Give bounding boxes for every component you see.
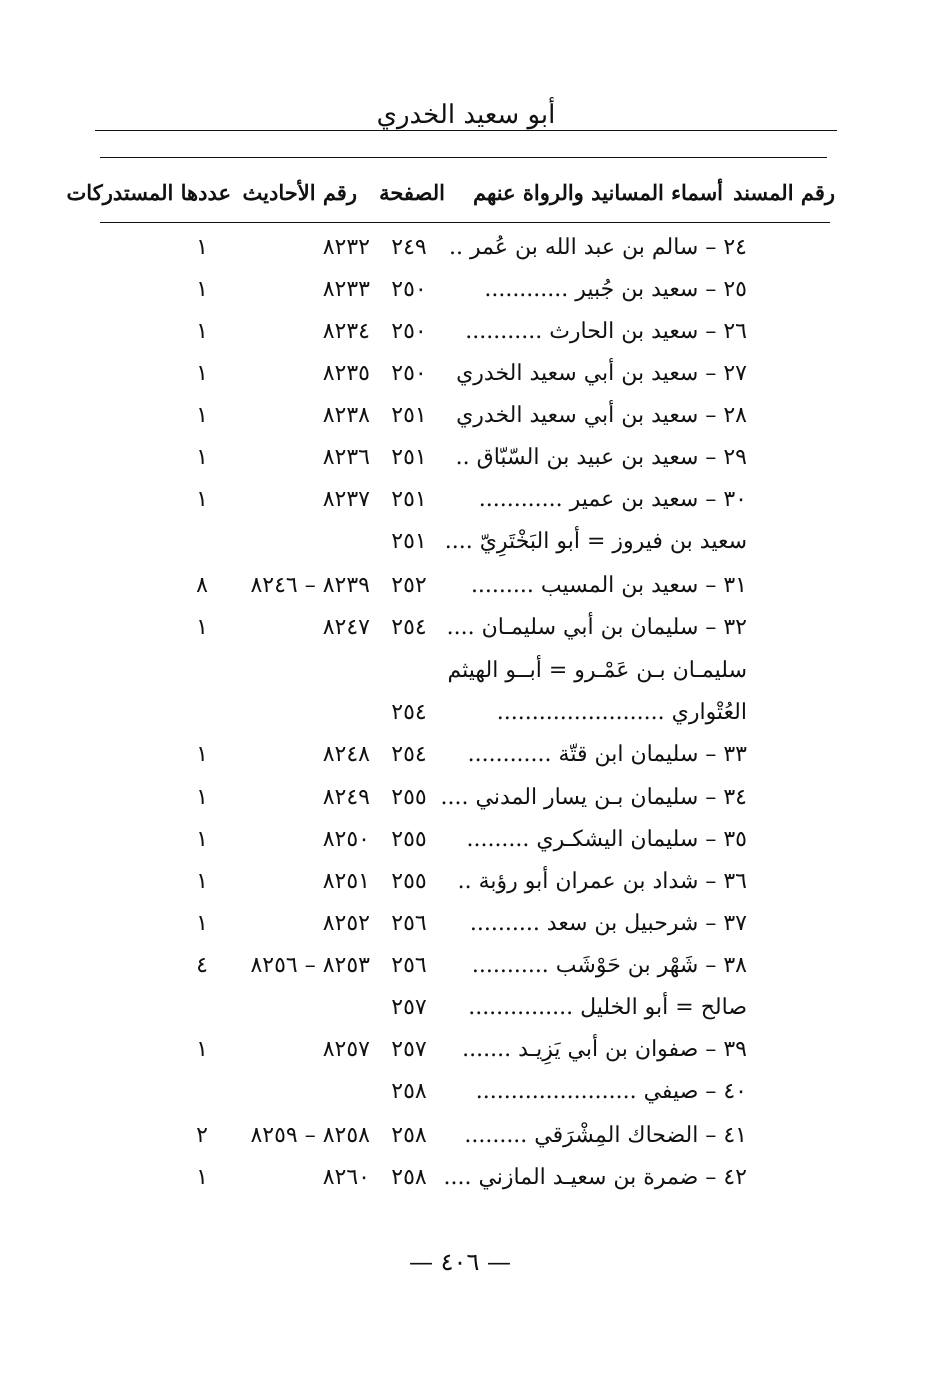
row-page: ٢٥٨	[391, 1165, 427, 1190]
row-page: ٢٥٥	[391, 827, 427, 852]
row-count: ٨	[196, 573, 208, 598]
row-page: ٢٥٠	[391, 319, 427, 344]
table-row	[0, 529, 945, 569]
table-row	[0, 700, 945, 740]
row-hadith: ٨٢٣٢	[322, 235, 370, 260]
row-page: ٢٥٤	[391, 700, 427, 725]
row-page: ٢٥٧	[391, 995, 427, 1020]
row-count: ١	[196, 869, 208, 894]
table-row	[0, 615, 945, 655]
row-hadith: ٨٢٤٧	[322, 615, 370, 640]
row-hadith: ٨٢٦٠	[322, 1165, 370, 1190]
table-header-rule	[100, 222, 830, 223]
row-hadith: ٨٢٣٤	[322, 319, 370, 344]
row-hadith: ٨٢٣٦	[322, 445, 370, 470]
row-name: ٣١ – سعيد بن المسيب .........	[470, 573, 747, 598]
table-row	[0, 827, 945, 867]
row-page: ٢٥١	[391, 487, 427, 512]
row-page: ٢٥٤	[391, 742, 427, 767]
table-row	[0, 403, 945, 443]
table-row	[0, 1165, 945, 1205]
row-name: ٣٨ – شَهْر بن حَوْشَب ...........	[471, 953, 747, 978]
table-row	[0, 658, 945, 698]
table-row	[0, 573, 945, 613]
row-count: ١	[196, 277, 208, 302]
row-name: ٢٨ – سعيد بن أبي سعيد الخدري	[456, 403, 747, 428]
row-name: ٣٢ – سليمان بن أبي سليمـان ....	[446, 615, 747, 640]
row-hadith: ٨٢٤٩	[322, 785, 370, 810]
table-row	[0, 953, 945, 993]
table-top-rule	[100, 157, 827, 158]
row-name: العُتْواري ........................	[496, 700, 747, 725]
row-page: ٢٥٤	[391, 615, 427, 640]
table-row	[0, 445, 945, 485]
row-name: ٢٤ – سالم بن عبد الله بن عُمر ..	[449, 235, 747, 260]
row-page: ٢٥٢	[391, 573, 427, 598]
column-header-hadith: رقم الأحاديث	[242, 180, 357, 205]
row-page: ٢٥٧	[391, 1037, 427, 1062]
row-count: ٢	[196, 1123, 208, 1148]
row-page: ٢٥٨	[391, 1079, 427, 1104]
row-hadith: ٨٢٥٨ – ٨٢٥٩	[250, 1123, 370, 1148]
row-name: ٢٥ – سعيد بن جُبير ............	[484, 277, 747, 302]
column-header-page: الصفحة	[379, 180, 445, 205]
table-row	[0, 1079, 945, 1119]
row-count: ١	[196, 615, 208, 640]
column-header-number: رقم المسند	[733, 180, 835, 205]
row-hadith: ٨٢٣٩ – ٨٢٤٦	[250, 573, 370, 598]
table-row	[0, 235, 945, 275]
row-hadith: ٨٢٣٧	[322, 487, 370, 512]
row-count: ١	[196, 911, 208, 936]
row-page: ٢٥٦	[391, 911, 427, 936]
table-row	[0, 1037, 945, 1077]
row-page: ٢٥٨	[391, 1123, 427, 1148]
row-count: ١	[196, 742, 208, 767]
row-hadith: ٨٢٥٣ – ٨٢٥٦	[250, 953, 370, 978]
row-name: ٣٩ – صفوان بن أبي يَزِيـد .......	[462, 1037, 747, 1062]
table-row	[0, 785, 945, 825]
row-name: ٤٢ – ضمرة بن سعيـد المازني ....	[443, 1165, 747, 1190]
row-count: ١	[196, 361, 208, 386]
row-page: ٢٥٠	[391, 361, 427, 386]
row-count: ١	[196, 1037, 208, 1062]
row-count: ١	[196, 827, 208, 852]
table-row	[0, 277, 945, 317]
table-row	[0, 911, 945, 951]
row-name: ٣٥ – سليمان اليشكـري .........	[466, 827, 747, 852]
row-name: ٣٧ – شرحبيل بن سعد ..........	[469, 911, 747, 936]
table-row	[0, 742, 945, 782]
row-count: ١	[196, 1165, 208, 1190]
row-page: ٢٥٠	[391, 277, 427, 302]
header-rule	[95, 130, 837, 131]
row-page: ٢٥٦	[391, 953, 427, 978]
row-page: ٢٥٥	[391, 785, 427, 810]
row-page: ٢٥١	[391, 529, 427, 554]
table-row	[0, 487, 945, 527]
row-hadith: ٨٢٥١	[322, 869, 370, 894]
row-name: ٣٤ – سليمان بـن يسار المدني ....	[440, 785, 747, 810]
table-row	[0, 995, 945, 1035]
row-name: سليمـان بـن عَمْـرو = أبــو الهيثم	[447, 658, 747, 683]
row-name: ٤٠ – صيفي .......................	[475, 1079, 747, 1104]
row-count: ١	[196, 403, 208, 428]
row-name: ٣٠ – سعيد بن عمير ............	[478, 487, 747, 512]
table-row	[0, 869, 945, 909]
row-name: ٣٦ – شداد بن عمران أبو رؤبة ..	[457, 869, 747, 894]
row-name: ٢٩ – سعيد بن عبيد بن السّبّاق ..	[455, 445, 747, 470]
row-count: ١	[196, 487, 208, 512]
row-hadith: ٨٢٥٧	[322, 1037, 370, 1062]
row-hadith: ٨٢٤٨	[322, 742, 370, 767]
row-hadith: ٨٢٣٣	[322, 277, 370, 302]
row-count: ١	[196, 319, 208, 344]
page-number: — ٤٠٦ —	[409, 1248, 511, 1276]
table-row	[0, 1123, 945, 1163]
row-hadith: ٨٢٥٢	[322, 911, 370, 936]
row-hadith: ٨٢٣٥	[322, 361, 370, 386]
row-page: ٢٥٥	[391, 869, 427, 894]
row-page: ٢٥١	[391, 445, 427, 470]
row-page: ٢٥١	[391, 403, 427, 428]
row-name: سعيد بن فيروز = أبو البَخْتَرِيّ ....	[444, 529, 747, 554]
row-name: صالح = أبو الخليل ...............	[468, 995, 747, 1020]
row-count: ١	[196, 785, 208, 810]
row-count: ١	[196, 235, 208, 260]
row-name: ٤١ – الضحاك المِشْرَقي .........	[464, 1123, 747, 1148]
row-name: ٢٧ – سعيد بن أبي سعيد الخدري	[456, 361, 747, 386]
row-name: ٢٦ – سعيد بن الحارث ...........	[465, 319, 747, 344]
row-count: ٤	[196, 953, 208, 978]
column-header-count: عددها المستدركات	[66, 180, 231, 205]
row-count: ١	[196, 445, 208, 470]
row-page: ٢٤٩	[391, 235, 427, 260]
column-header-name: أسماء المسانيد والرواة عنهم	[473, 180, 723, 205]
row-hadith: ٨٢٣٨	[322, 403, 370, 428]
page-header-title: أبو سعيد الخدري	[376, 100, 556, 130]
row-name: ٣٣ – سليمان ابن قتّة ............	[467, 742, 747, 767]
table-row	[0, 319, 945, 359]
row-hadith: ٨٢٥٠	[322, 827, 370, 852]
table-row	[0, 361, 945, 401]
